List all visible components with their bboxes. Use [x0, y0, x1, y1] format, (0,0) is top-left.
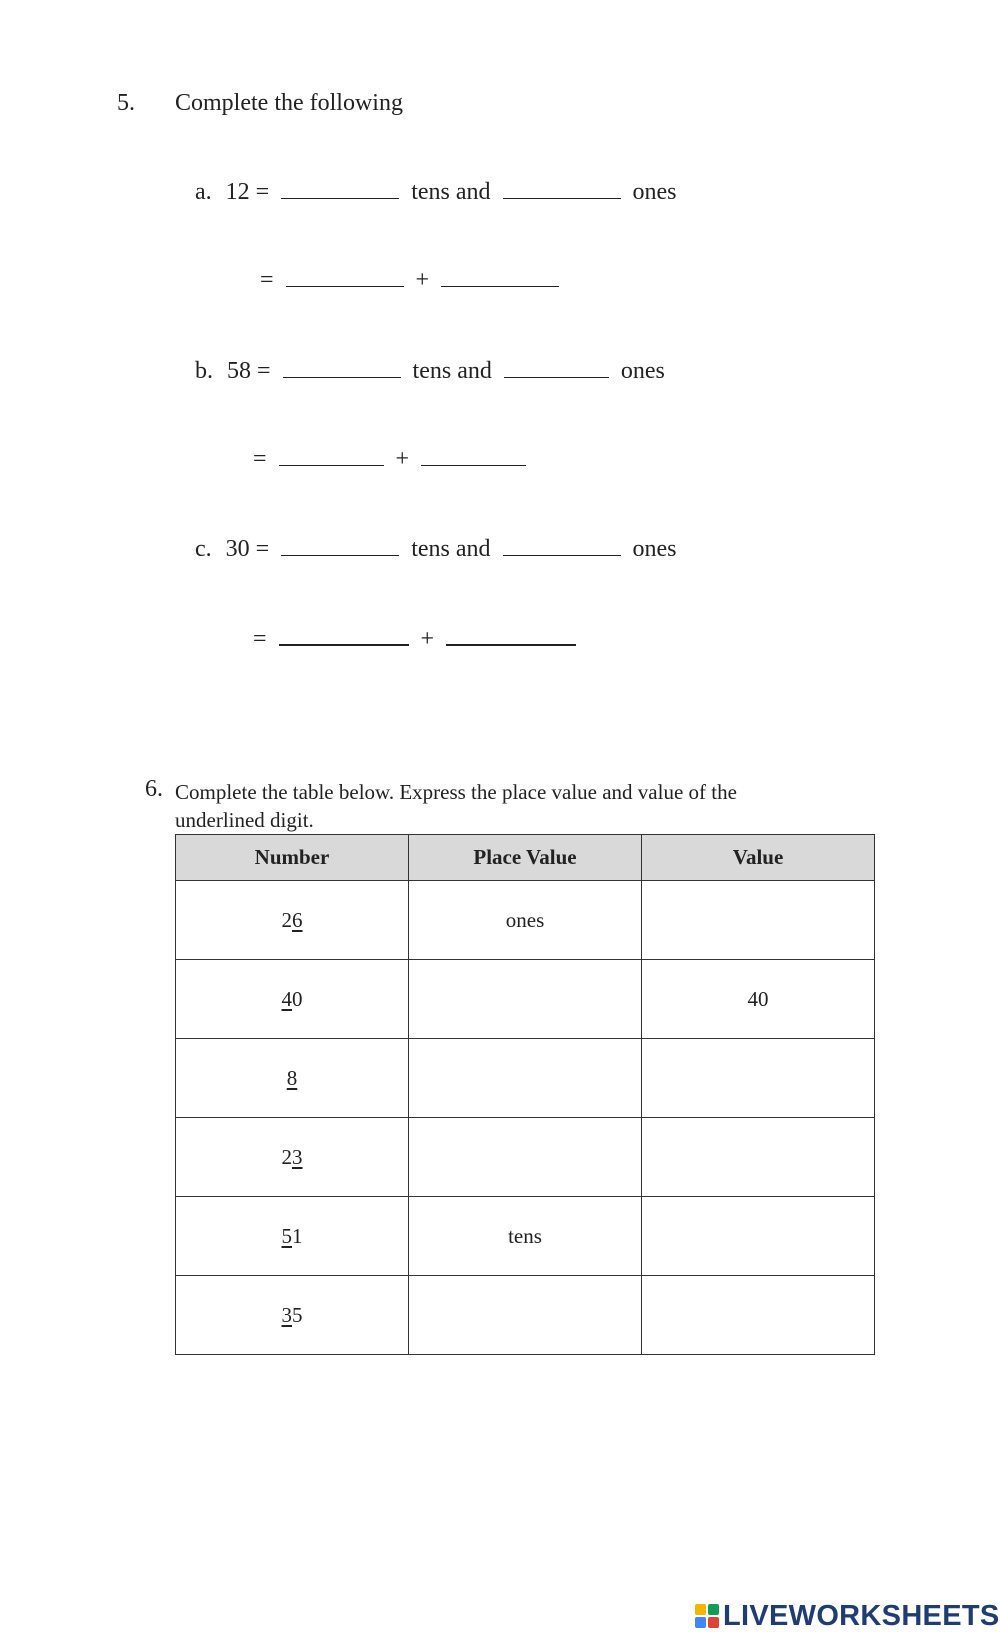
item-c-plus: +: [420, 626, 435, 652]
logo-square-3: [695, 1617, 706, 1628]
cell-value[interactable]: [642, 1197, 875, 1276]
cell-place-value[interactable]: [409, 1118, 642, 1197]
table-row: [176, 1039, 875, 1118]
table-row: [176, 881, 875, 960]
place-value-table: [175, 834, 875, 1355]
logo-square-1: [695, 1604, 706, 1615]
blank-b-addend1[interactable]: [279, 443, 384, 466]
cell-value[interactable]: [642, 1276, 875, 1355]
cell-number: [176, 1197, 409, 1276]
item-c-line2: [253, 622, 576, 652]
cell-value[interactable]: [642, 1039, 875, 1118]
item-b-plus: +: [395, 446, 410, 472]
item-b-value: 58 =: [227, 358, 271, 384]
blank-a-addend1[interactable]: [286, 264, 404, 287]
blank-c-addend1[interactable]: [279, 622, 409, 646]
cell-place-value[interactable]: [409, 960, 642, 1039]
cell-place-value: tens: [409, 1197, 642, 1276]
underlined-digit: 8: [286, 1065, 298, 1090]
question-5-title: Complete the following: [175, 90, 403, 116]
cell-place-value: ones: [409, 881, 642, 960]
logo-text: LIVEWORKSHEETS: [723, 1599, 1000, 1632]
item-b-tens-and: tens and: [412, 358, 492, 384]
cell-value[interactable]: [642, 1118, 875, 1197]
underlined-digit: 3: [292, 1144, 303, 1169]
blank-a-addend2[interactable]: [441, 264, 559, 287]
digit: 1: [292, 1223, 303, 1248]
question-6-text: Complete the table below. Express the place value and value of the underlined digit.: [175, 780, 737, 832]
logo-mark-icon: [695, 1604, 719, 1628]
item-a-value: 12 =: [225, 179, 270, 205]
table-row: [176, 1118, 875, 1197]
item-b-equals: =: [253, 446, 267, 472]
item-a-plus: +: [415, 267, 430, 293]
blank-c-tens[interactable]: [281, 533, 399, 556]
underlined-digit: 3: [281, 1302, 292, 1327]
cell-number: [176, 1276, 409, 1355]
question-5-number: 5.: [117, 90, 135, 116]
item-a-line1: [195, 176, 677, 205]
table-row: [176, 1197, 875, 1276]
question-6-number: 6.: [145, 776, 163, 802]
item-b-line2: [253, 443, 526, 472]
cell-number: [176, 960, 409, 1039]
blank-a-tens[interactable]: [281, 176, 399, 199]
header-place-value: Place Value: [409, 835, 642, 881]
cell-value: 40: [642, 960, 875, 1039]
underlined-digit: 6: [292, 907, 303, 932]
item-a-label: a.: [195, 179, 212, 205]
blank-b-ones[interactable]: [504, 355, 609, 378]
digit: 2: [281, 907, 292, 932]
cell-place-value[interactable]: [409, 1276, 642, 1355]
blank-a-ones[interactable]: [503, 176, 621, 199]
liveworksheets-logo: [695, 1600, 1000, 1632]
item-a-tens-and: tens and: [411, 179, 491, 205]
item-b-ones: ones: [620, 358, 665, 384]
table-row: [176, 1276, 875, 1355]
logo-square-2: [708, 1604, 719, 1615]
item-c-label: c.: [195, 536, 212, 562]
cell-number: [176, 881, 409, 960]
header-number: Number: [176, 835, 409, 881]
blank-b-addend2[interactable]: [421, 443, 526, 466]
table-body: [176, 881, 875, 1355]
item-c-equals: =: [253, 626, 267, 652]
logo-square-4: [708, 1617, 719, 1628]
cell-place-value[interactable]: [409, 1039, 642, 1118]
item-b-line1: [195, 355, 665, 384]
item-a-equals: =: [260, 267, 274, 293]
table-header-row: [176, 835, 875, 881]
item-c-ones: ones: [632, 536, 677, 562]
underlined-digit: 5: [281, 1223, 292, 1248]
digit: 2: [281, 1144, 292, 1169]
item-c-tens-and: tens and: [411, 536, 491, 562]
blank-b-tens[interactable]: [283, 355, 401, 378]
cell-number: [176, 1039, 409, 1118]
digit: 0: [292, 986, 303, 1011]
header-value: Value: [642, 835, 875, 881]
item-a-line2: [260, 264, 559, 293]
item-c-line1: [195, 533, 677, 562]
item-a-ones: ones: [632, 179, 677, 205]
cell-number: [176, 1118, 409, 1197]
underlined-digit: 4: [281, 986, 292, 1011]
digit: 5: [292, 1302, 303, 1327]
blank-c-ones[interactable]: [503, 533, 621, 556]
item-c-value: 30 =: [225, 536, 270, 562]
cell-value[interactable]: [642, 881, 875, 960]
table-row: [176, 960, 875, 1039]
item-b-label: b.: [195, 358, 213, 384]
blank-c-addend2[interactable]: [446, 622, 576, 646]
